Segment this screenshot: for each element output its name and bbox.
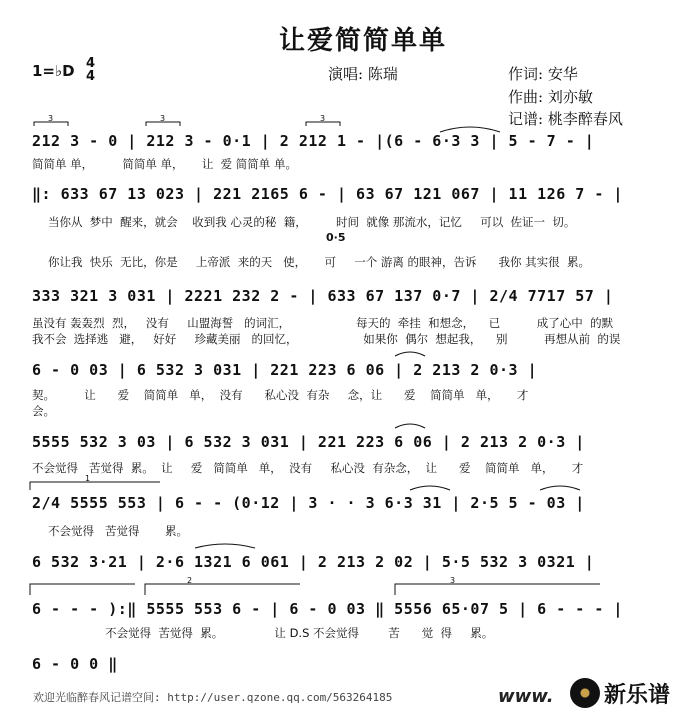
time-signature-bottom: 4 — [86, 69, 96, 84]
composer-credit: 作曲: 刘亦敏 — [508, 88, 593, 106]
score-row-7-notes: 6 532 3·21 | 2·6 1321 6 061 | 2 213 2 02 | 5·5 532 3 0321 | — [32, 553, 595, 571]
site-logo — [562, 674, 690, 712]
score-row-4-lyrics-line2: 会。 — [32, 404, 55, 418]
svg-text:1: 1 — [85, 474, 91, 483]
score-row-3-notes: 333 321 3 031 | 2221 232 2 - | 633 67 137 0·7 | 2/4 7717 57 | — [32, 287, 614, 305]
singer-credit: 演唱: 陈瑞 — [328, 65, 398, 83]
svg-text:3: 3 — [320, 114, 326, 123]
score-row-2-lyrics-verse1: 当你从 梦中 醒来，就会 收到我 心灵的秘 籍， 时间 就像 那流水，记忆 可以 佐证一 切。 — [48, 215, 576, 229]
score-row-2-notes: ‖: 633 67 13 023 | 221 2165 6 - | 63 67 121 067 | 11 126 7 - | — [32, 185, 623, 203]
svg-text:3: 3 — [450, 576, 456, 585]
score-row-6-lyrics: 不会觉得 苦觉得 累。 — [48, 524, 189, 538]
key-signature: 1=♭D — [32, 62, 75, 80]
score-row-6-notes: 2/4 5555 553 | 6 - - (0·12 | 3 · · 3 6·3 31 | 2·5 5 - 03 | — [32, 494, 585, 512]
logo-text: 新乐谱 — [604, 683, 671, 708]
score-row-5-lyrics: 不会觉得 苦觉得 累。 让 爱 简简单 单， 没有 私心没 有杂念， 让 爱 简简单 单， 才 — [32, 461, 584, 475]
score-row-5-notes: 5555 532 3 03 | 6 532 3 031 | 221 223 6 06 | 2 213 2 0·3 | — [32, 433, 585, 451]
svg-text:3: 3 — [160, 114, 166, 123]
score-row-1-notes: 212 3 - 0 | 212 3 - 0·1 | 2 212 1 - |(6 - 6·3 3 | 5 - 7 - | — [32, 132, 595, 150]
score-row-9-notes: 6 - 0 0 ‖ — [32, 655, 118, 673]
vinyl-disc-icon — [570, 678, 600, 708]
footer-www-mark: www. — [498, 686, 554, 707]
time-signature-top: 4 — [86, 56, 96, 71]
score-row-4-notes: 6 - 0 03 | 6 532 3 031 | 221 223 6 06 | 2 213 2 0·3 | — [32, 361, 538, 379]
svg-text:2: 2 — [187, 576, 193, 585]
transcriber-credit: 记谱: 桃李醉春风 — [508, 110, 623, 128]
song-title: 让爱简简单单 — [279, 26, 448, 56]
footer-visit-text: 欢迎光临醉春风记谱空间: http://user.qzone.qq.com/563264185 — [33, 691, 393, 704]
lyricist-credit: 作词: 安华 — [508, 65, 578, 83]
score-row-3-lyrics-verse2: 我不会 选择逃 避， 好好 珍藏美丽 的回忆， 如果你 偶尔 想起我， 别 再想从前 的误 — [32, 332, 621, 346]
score-row-8-lyrics: 不会觉得 苦觉得 累。 让 D.S 不会觉得 苦 觉 得 累。 — [32, 626, 494, 640]
score-row-4-lyrics-line1: 契。 让 爱 简简单 单， 没有 私心没 有杂 念，让 爱 简简单 单， 才 — [32, 388, 529, 402]
pickup-note: 0·5 — [326, 231, 346, 244]
score-row-3-lyrics-verse1: 虽没有 轰轰烈 烈， 没有 山盟海誓 的词汇， 每天的 牵挂 和想念， 已 成了心中 的默 — [32, 316, 614, 330]
svg-text:3: 3 — [48, 114, 54, 123]
score-row-2-lyrics-verse2: 你让我 快乐 无比，你是 上帝派 来的天 使， 可 一个 游离 的眼神，告诉 我你 其实很 累。 — [48, 255, 590, 269]
score-row-8-notes: 6 - - - ):‖ 5555 553 6 - | 6 - 0 03 ‖ 5556 65·07 5 | 6 - - - | — [32, 600, 623, 618]
score-row-1-lyrics: 简简单 单， 简简单 单， 让 爱 简简单 单。 — [32, 157, 297, 171]
